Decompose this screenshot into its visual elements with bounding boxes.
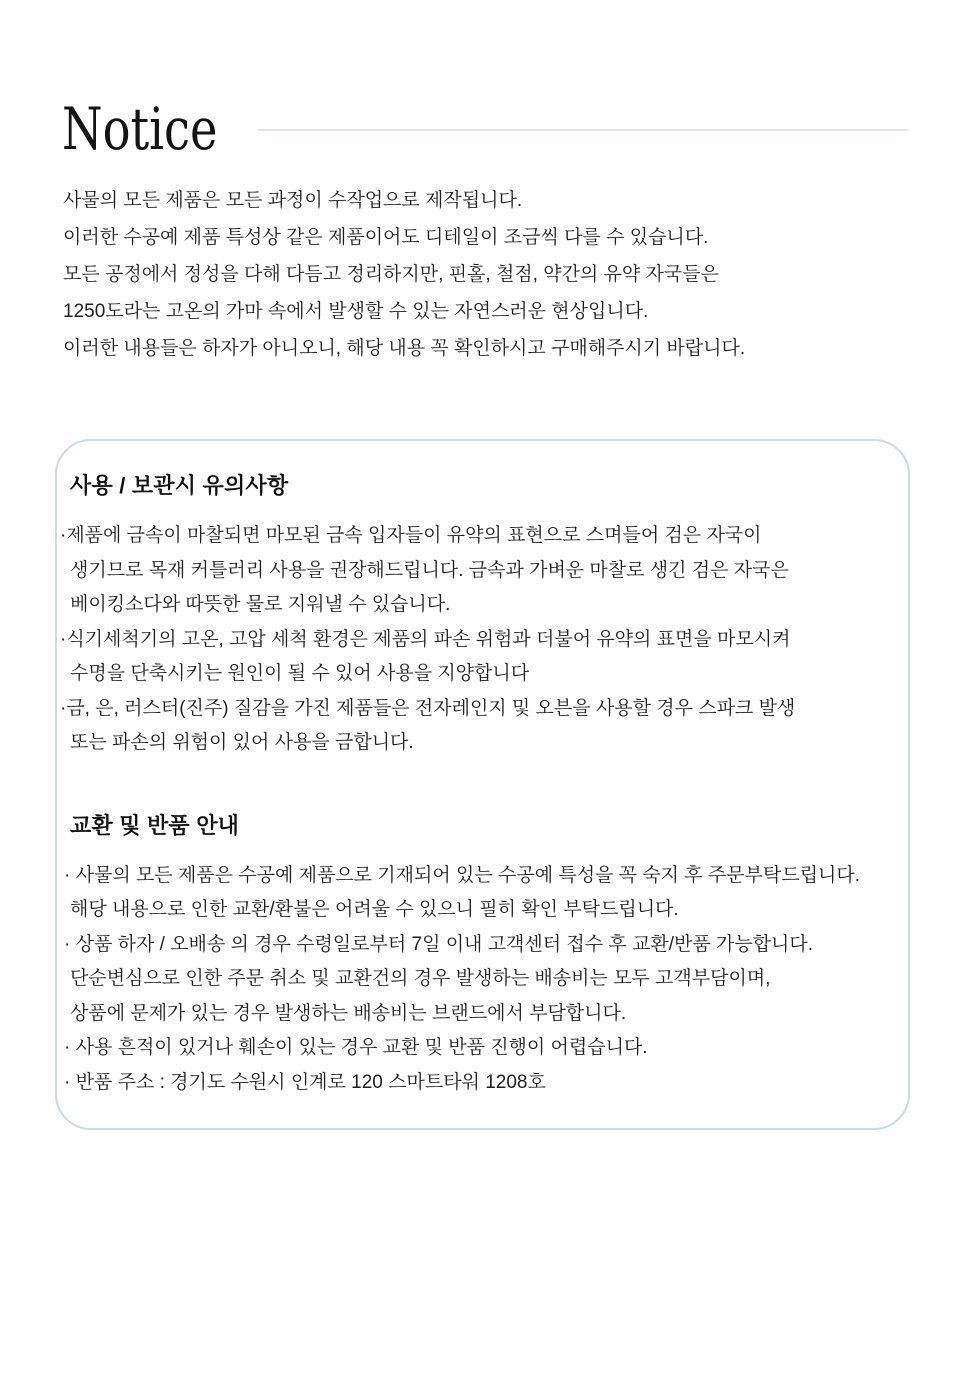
usage-line: 베이킹소다와 따뜻한 물로 지워낼 수 있습니다. <box>70 594 451 615</box>
exchange-line: 상품에 문제가 있는 경우 발생하는 배송비는 브랜드에서 부담합니다. <box>70 1002 627 1024</box>
page-title-wrap <box>62 95 234 163</box>
usage-line: ·식기세척기의 고온, 고압 세척 환경은 제품의 파손 위험과 더불어 유약의 표면을 마모시켜 <box>60 628 791 650</box>
usage-line: ·제품에 금속이 마찰되면 마모된 금속 입자들이 유약의 표현으로 스며들어 검은 자국이 <box>60 525 762 546</box>
exchange-section-body <box>64 859 888 1101</box>
title-divider-line <box>258 129 908 131</box>
notice-header <box>62 95 908 163</box>
usage-section-heading: 사용 / 보관시 유의사항 <box>70 473 289 498</box>
intro-line: 사물의 모든 제품은 모든 과정이 수작업으로 제작됩니다. <box>63 190 523 211</box>
intro-line: 이러한 수공예 제품 특성상 같은 제품이어도 디테일이 조금씩 다를 수 있습니다. <box>63 227 709 248</box>
intro-line: 모든 공정에서 정성을 다해 다듬고 정리하지만, 핀홀, 철점, 약간의 유약 자국들은 <box>63 264 719 285</box>
exchange-section-heading: 교환 및 반품 안내 <box>70 812 240 838</box>
exchange-line: · 사용 흔적이 있거나 훼손이 있는 경우 교환 및 반품 진행이 어렵습니다. <box>64 1037 648 1058</box>
usage-section-body <box>60 519 888 761</box>
intro-paragraph <box>63 182 910 367</box>
usage-line: ·금, 은, 러스터(진주) 질감을 가진 제품들은 전자레인지 및 오븐을 사용할 경우 스파크 발생 <box>60 697 796 719</box>
exchange-line: · 반품 주소 : 경기도 수원시 인계로 120 스마트타워 1208호 <box>64 1071 546 1093</box>
page-title: Notice <box>62 95 218 163</box>
usage-line: 생기므로 목재 커틀러리 사용을 권장해드립니다. 금속과 가벼운 마찰로 생긴 검은 자국은 <box>70 559 789 581</box>
intro-line: 1250도라는 고온의 가마 속에서 발생할 수 있는 자연스러운 현상입니다. <box>63 301 649 322</box>
exchange-line: · 상품 하자 / 오배송 의 경우 수령일로부터 7일 이내 고객센터 접수 후 교환/반품 가능합니다. <box>64 933 814 955</box>
intro-line: 이러한 내용들은 하자가 아니오니, 해당 내용 꼭 확인하시고 구매해주시기 바랍니다. <box>63 338 746 359</box>
care-and-return-box <box>55 439 910 1130</box>
usage-line: 수명을 단축시키는 원인이 될 수 있어 사용을 지양합니다 <box>70 663 530 684</box>
exchange-line: 해당 내용으로 인한 교환/환불은 어려울 수 있으니 필히 확인 부탁드립니다. <box>70 899 679 920</box>
exchange-line: 단순변심으로 인한 주문 취소 및 교환건의 경우 발생하는 배송비는 모두 고객부담이며, <box>70 968 771 989</box>
exchange-line: · 사물의 모든 제품은 수공예 제품으로 기재되어 있는 수공예 특성을 꼭 숙지 후 주문부탁드립니다. <box>64 864 861 886</box>
usage-line: 또는 파손의 위험이 있어 사용을 금합니다. <box>70 732 414 753</box>
